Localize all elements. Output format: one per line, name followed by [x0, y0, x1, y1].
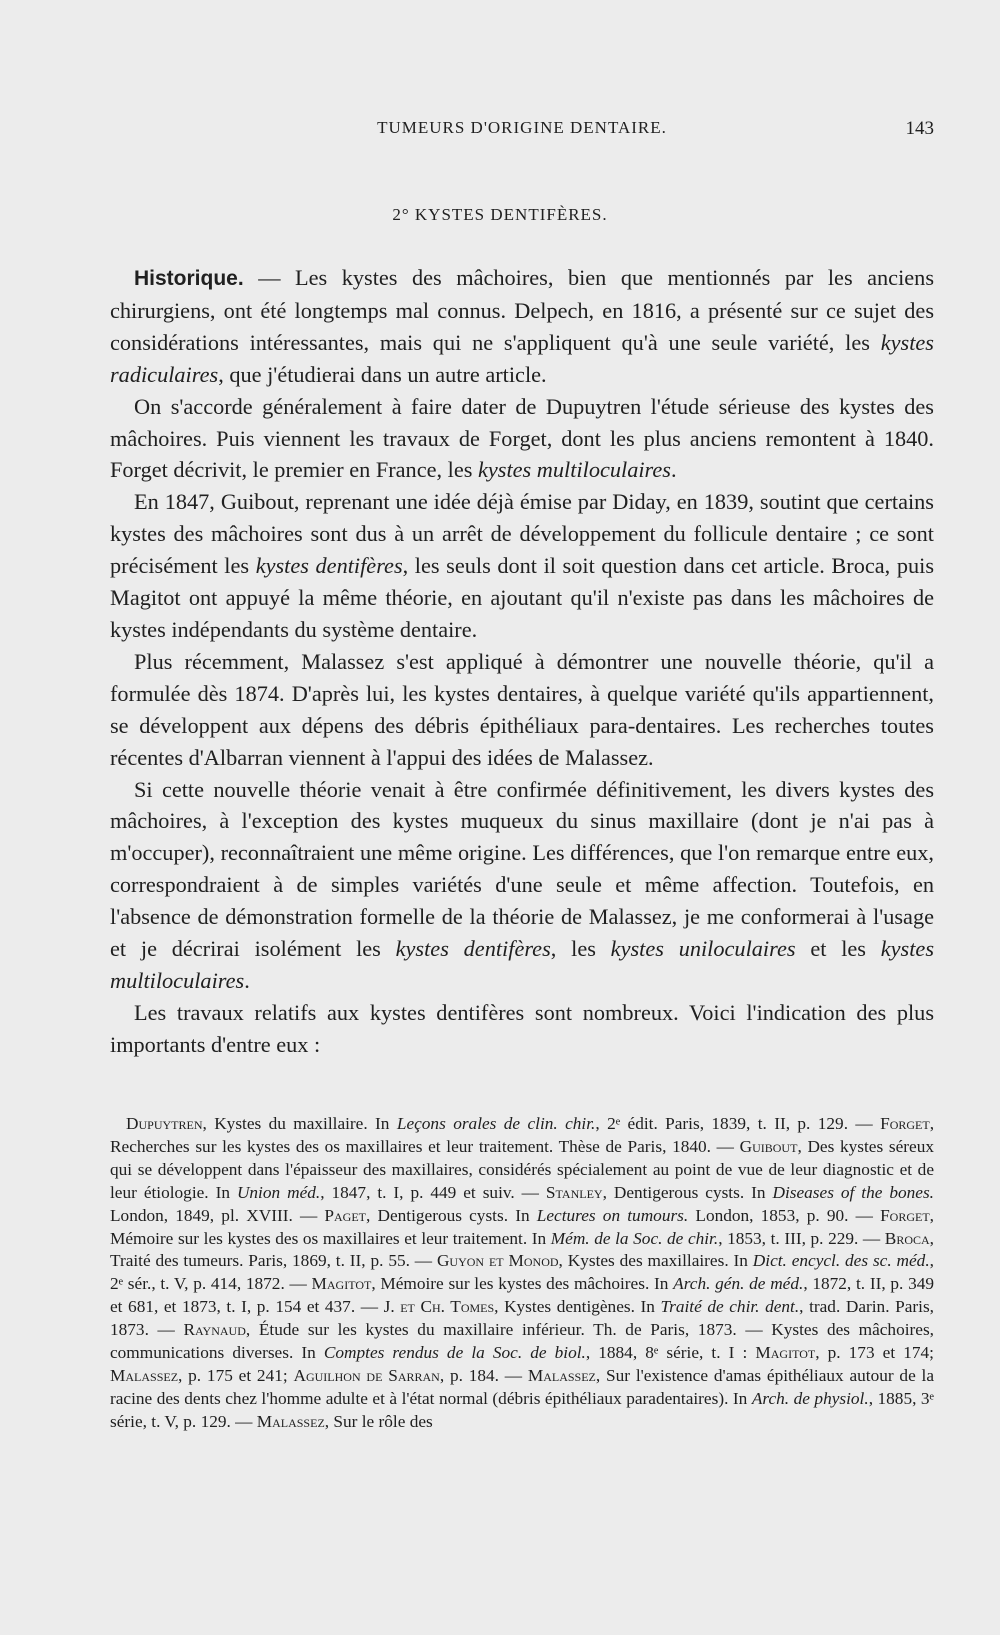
author-name: Malassez — [527, 1365, 596, 1385]
author-name: J. et Ch. Tomes — [383, 1297, 495, 1317]
text-run: Plus récemment, Malassez s'est appliqué à démontrer une nouvelle théorie, qu'il a formulée dès 1874. D'après lui, les kystes dentaires, à quelque variété qu'ils appartiennent, se développent aux dépens des débris épithéliaux para-dentaires. Les recherches toutes récentes d'Albarran viennent à l'appui des idées de Malassez. — [110, 648, 934, 770]
text-run: . — [244, 967, 250, 993]
text-run: , que j'étudierai dans un autre article. — [218, 361, 547, 387]
italic-title: Diseases of the bones. — [772, 1182, 934, 1202]
text-run: , trad. Darin. Paris, 1873. — — [110, 1297, 934, 1340]
running-title: TUMEURS D'ORIGINE DENTAIRE. — [377, 118, 667, 137]
text-run: , p. 173 et 174; — [815, 1343, 934, 1363]
paragraph-theorie — [110, 774, 934, 997]
bibliography-footnote — [110, 1113, 934, 1434]
italic-title: Arch. de physiol. — [751, 1388, 869, 1408]
text-run: En 1847, Guibout, reprenant une idée déjà émise par Diday, en 1839, soutint que certains kystes des mâchoires sont dus à un arrêt de développement du follicule dentaire ; ce sont précisément les — [110, 489, 934, 579]
text-run: , 1847, t. I, p. 449 et suiv. — — [320, 1182, 546, 1202]
text-run: , Kystes dentigènes. In — [494, 1297, 661, 1317]
text-run: , 2ᵉ édit. Paris, 1839, t. II, p. 129. — — [595, 1114, 881, 1133]
text-run: , les — [550, 936, 611, 962]
text-run: , 1884, 8ᵉ série, t. I : — [585, 1343, 756, 1363]
text-run: , Mémoire sur les kystes des os maxillaires et leur traitement. In — [110, 1205, 934, 1248]
text-run: , Étude sur les kystes du maxillaire inférieur. Th. de Paris, 1873. — Kystes des mâchoires, communications diverses. In — [110, 1320, 934, 1363]
text-run: , les seuls dont il soit question dans cet article. Broca, puis Magitot ont appuyé la même théorie, en ajoutant qu'il n'existe pas dans les mâchoires de kystes indépendants du système dentaire. — [110, 553, 934, 642]
italic-title: Arch. gén. de méd. — [673, 1274, 804, 1294]
author-name: Raynaud — [183, 1320, 246, 1340]
italic-term: kystes multiloculaires — [110, 936, 935, 993]
author-name: Malassez — [110, 1365, 179, 1385]
text-run: Les travaux relatifs aux kystes dentifères sont nombreux. Voici l'indication des plus importants d'entre eux : — [110, 999, 934, 1057]
italic-term: kystes multiloculaires — [477, 457, 671, 483]
author-name: Malassez — [256, 1411, 325, 1431]
text-run: , p. 175 et 241; — [178, 1365, 294, 1385]
author-name: Guibout — [739, 1136, 798, 1156]
paragraph-historique — [110, 262, 934, 391]
text-run: , Kystes du maxillaire. In — [202, 1114, 397, 1133]
paragraph-guibout — [110, 486, 934, 646]
author-name: Forget — [880, 1205, 930, 1225]
text-run: , Recherches sur les kystes des os maxillaires et leur traitement. Thèse de Paris, 1840. — — [110, 1114, 935, 1156]
italic-title: Traité de chir. dent. — [660, 1297, 800, 1317]
text-run: et les — [795, 936, 881, 962]
text-run: London, 1849, pl. XVIII. — — [110, 1205, 325, 1225]
italic-title: Lectures on tumours. — [536, 1205, 689, 1225]
text-run: , 2ᵉ sér., t. V, p. 414, 1872. — — [110, 1251, 934, 1294]
text-run: , 1885, 3ᵉ série, t. V, p. 129. — — [110, 1388, 934, 1431]
text-run: London, 1853, p. 90. — — [688, 1205, 881, 1225]
text-run: , Dentigerous cysts. In — [602, 1182, 773, 1202]
italic-title: Dict. encycl. des sc. méd. — [752, 1251, 930, 1271]
text-run: On s'accorde généralement à faire dater de Dupuytren l'étude sérieuse des kystes des mâchoires. Puis viennent les travaux de Forget, dont les plus anciens remontent à 1840. Forget décrivit, le premier en France, les — [110, 393, 934, 483]
author-name: Guyon et Monod — [436, 1251, 559, 1271]
italic-term: kystes dentifères — [255, 553, 403, 579]
author-name: Aguilhon de Sarran — [293, 1365, 440, 1385]
paragraph-dupuytren — [110, 391, 934, 487]
body-text — [110, 262, 934, 1061]
italic-title: Mém. de la Soc. de chir. — [550, 1228, 719, 1248]
text-run: , Dentigerous cysts. In — [366, 1205, 537, 1225]
italic-term: kystes radiculaires — [110, 329, 934, 387]
author-name: Magitot — [755, 1343, 816, 1363]
text-run: , Kystes des maxillaires. In — [558, 1251, 753, 1271]
author-name: Dupuytren — [126, 1114, 203, 1133]
italic-title: Union méd. — [236, 1182, 321, 1202]
text-run: , 1853, t. III, p. 229. — — [718, 1228, 885, 1248]
text-run: , Des kystes séreux qui se développent dans l'épaisseur des maxillaires, considérés spécialement au point de vue de leur diagnostic et de leur étiologie. In — [110, 1136, 934, 1202]
italic-title: Leçons orales de clin. chir. — [396, 1114, 596, 1133]
author-name: Magitot — [311, 1274, 372, 1294]
text-run: , Sur le rôle des — [324, 1411, 433, 1431]
text-run: , Traité des tumeurs. Paris, 1869, t. II, p. 55. — — [110, 1228, 934, 1271]
italic-title: Comptes rendus de la Soc. de biol. — [323, 1343, 586, 1363]
page-header — [110, 118, 934, 148]
text-run: , p. 184. — — [439, 1365, 528, 1385]
text-run: — Les kystes des mâchoires, bien que mentionnés par les anciens chirurgiens, ont été longtemps mal connus. Delpech, en 1816, a présenté sur ce sujet des considérations intéressantes, mais qui ne s'appliquent qu'à une seule variété, les — [110, 265, 934, 355]
text-run: , 1872, t. II, p. 349 et 681, et 1873, t. I, p. 154 et 437. — — [110, 1274, 935, 1317]
author-name: Forget — [880, 1114, 930, 1133]
paragraph-travaux — [110, 997, 934, 1061]
page-number: 143 — [905, 118, 934, 139]
text-run: Si cette nouvelle théorie venait à être confirmée définitivement, les divers kystes des mâchoires, à l'exception des kystes muqueux du sinus maxillaire (dont je n'ai pas à m'occuper), reconnaîtraient une même origine. Les différences, que l'on remarque entre eux, correspondraient à de simples variétés d'une seule et même affection. Toutefois, en l'absence de démonstration formelle de la théorie de Malassez, je me conformerai à l'usage et je décrirai isolément les — [110, 776, 934, 962]
italic-term: kystes dentifères — [395, 936, 551, 962]
paragraph-malassez — [110, 646, 934, 774]
text-run: . — [670, 457, 677, 483]
text-run: , Mémoire sur les kystes des mâchoires. In — [371, 1274, 674, 1294]
author-name: Broca — [884, 1228, 930, 1248]
text-run: , Sur l'existence d'amas épithéliaux autour de la racine des dents chez l'homme adulte et à l'état normal (débris épithéliaux paradentaires). In — [110, 1365, 935, 1408]
italic-term: kystes uniloculaires — [610, 936, 796, 962]
author-name: Paget — [324, 1205, 367, 1225]
author-name: Stanley — [545, 1182, 603, 1202]
footnote-paragraph — [110, 1113, 934, 1434]
paragraph-lead-heading: Historique. — [134, 267, 244, 290]
section-title: 2° KYSTES DENTIFÈRES. — [392, 205, 608, 224]
